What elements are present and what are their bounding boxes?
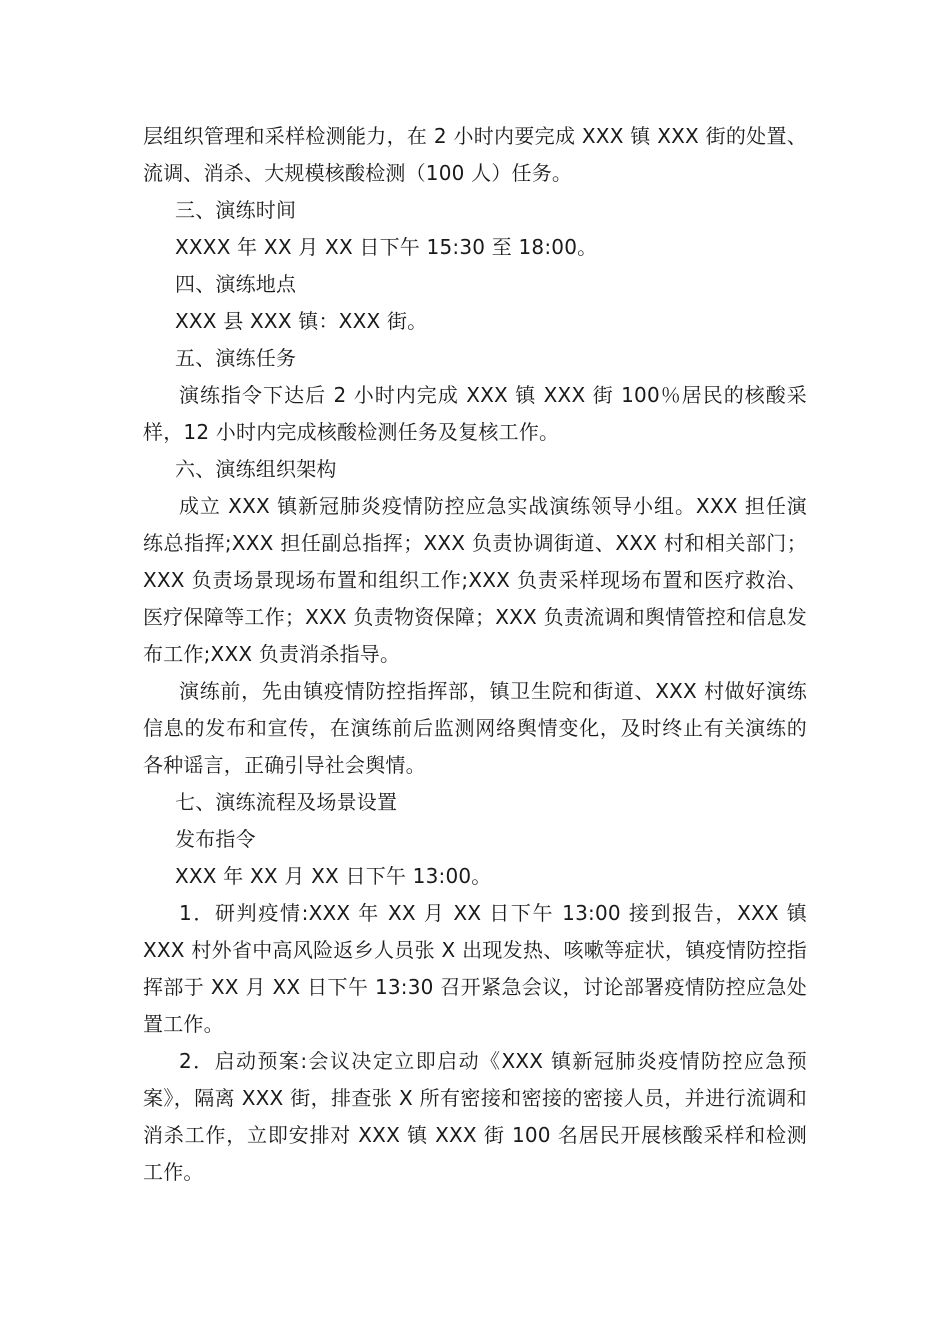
paragraph-assess-epidemic: 1．研判疫情:XXX 年 XX 月 XX 日下午 13:00 接到报告，XXX 镇 XXX 村外省中高风险返乡人员张 X 出现发热、咳嗽等症状，镇疫情防控指挥部于 XX 月 XX 日下午 13:30 召开紧急会议，讨论部署疫情防控应急处置工作。 [143, 901, 807, 1036]
paragraph-pre-drill: 演练前，先由镇疫情防控指挥部，镇卫生院和街道、XXX 村做好演练信息的发布和宣传，在演练前后监测网络舆情变化，及时终止有关演练的各种谣言，正确引导社会舆情。 [143, 679, 807, 777]
paragraph-activate-plan: 2．启动预案:会议决定立即启动《XXX 镇新冠肺炎疫情防控应急预案》，隔离 XXX 街，排查张 X 所有密接和密接的密接人员，并进行流调和消杀工作，立即安排对 XXX 镇 XXX 街 100 名居民开展核酸采样和检测工作。 [143, 1049, 807, 1184]
paragraph-issue-command: 发布指令 [175, 827, 256, 851]
heading-drill-organization: 六、演练组织架构 [175, 457, 337, 481]
heading-drill-time: 三、演练时间 [175, 198, 297, 222]
document-body [143, 118, 807, 1191]
paragraph-drill-task: 演练指令下达后 2 小时内完成 XXX 镇 XXX 街 100％居民的核酸采样，12 小时内完成核酸检测任务及复核工作。 [143, 383, 807, 444]
heading-drill-process: 七、演练流程及场景设置 [175, 790, 398, 814]
paragraph-task-scope: 层组织管理和采样检测能力，在 2 小时内要完成 XXX 镇 XXX 街的处置、流调、消杀、大规模核酸检测（100 人）任务。 [143, 124, 807, 185]
heading-drill-task: 五、演练任务 [175, 346, 297, 370]
paragraph-drill-time: XXXX 年 XX 月 XX 日下午 15:30 至 18:00。 [175, 235, 598, 259]
paragraph-drill-location: XXX 县 XXX 镇：XXX 街。 [175, 309, 428, 333]
paragraph-leadership-group: 成立 XXX 镇新冠肺炎疫情防控应急实战演练领导小组。XXX 担任演练总指挥;XXX 担任副总指挥；XXX 负责协调街道、XXX 村和相关部门；XXX 负责场景现场布置和组织工作;XXX 负责采样现场布置和医疗救治、医疗保障等工作；XXX 负责物资保障；XXX 负责流调和舆情管控和信息发布工作;XXX 负责消杀指导。 [143, 494, 807, 666]
heading-drill-location: 四、演练地点 [175, 272, 297, 296]
paragraph-command-time: XXX 年 XX 月 XX 日下午 13:00。 [175, 864, 492, 888]
